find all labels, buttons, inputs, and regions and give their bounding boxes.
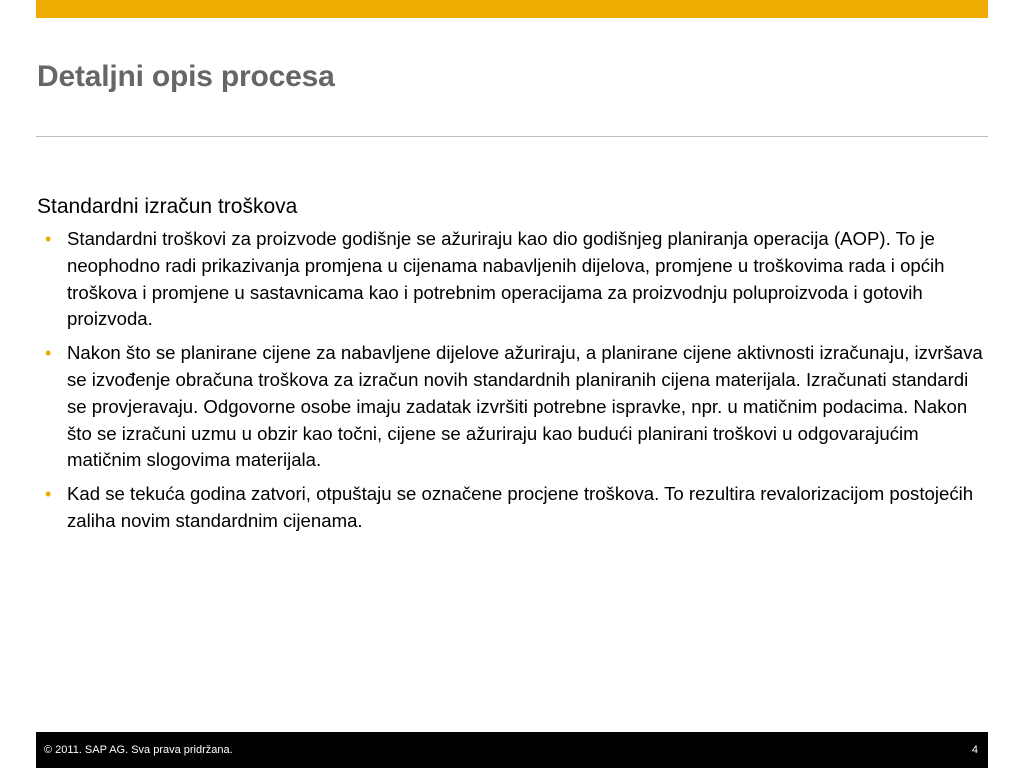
- bullet-item: [37, 226, 992, 333]
- bullet-item: [37, 481, 992, 535]
- bullet-item: [37, 340, 992, 474]
- slide-title: Detaljni opis procesa: [37, 60, 335, 93]
- bullet-text: Standardni troškovi za proizvode godišnje se ažuriraju kao dio godišnjeg planiranja operacija (AOP). To je neophodno radi prikazivanja promjena u cijenama nabavljenih dijelova, promjene u troškovima rada i općih troškova i promjene u sastavnicama kao i potrebnim operacijama za proizvodnju poluproizvoda i gotovih proizvoda.: [67, 228, 945, 330]
- bullet-dot-icon: •: [45, 484, 52, 505]
- footer-copyright: © 2011. SAP AG. Sva prava pridržana.: [44, 744, 233, 756]
- footer-page-number: 4: [971, 744, 978, 756]
- slide-subtitle: Standardni izračun troškova: [37, 195, 298, 218]
- bullet-list: [37, 226, 992, 535]
- bullet-dot-icon: •: [45, 229, 52, 249]
- top-accent-bar: [36, 0, 988, 18]
- footer-bar: [36, 732, 988, 768]
- slide-content: [37, 193, 992, 542]
- bullet-text: Kad se tekuća godina zatvori, otpuštaju se označene procjene troškova. To rezultira revalorizacijom postojećih zaliha novim standardnim cijenama.: [67, 483, 974, 531]
- bullet-dot-icon: •: [45, 343, 52, 364]
- bullet-text: Nakon što se planirane cijene za nabavljene dijelove ažuriraju, a planirane cijene aktivnosti izračunaju, izvršava se izvođenje obračuna troškova za izračun novih standardnih planiranih cijena materijala. Izračunati standardi se provjeravaju. Odgovorne osobe imaju zadatak izvršiti potrebne ispravke, npr. u matičnim podacima. Nakon što se izračuni uzmu u obzir kao točni, cijene se ažuriraju kao budući planirani troškovi u odgovarajućim matičnim slogovima materijala.: [67, 342, 983, 471]
- title-divider: [36, 136, 988, 137]
